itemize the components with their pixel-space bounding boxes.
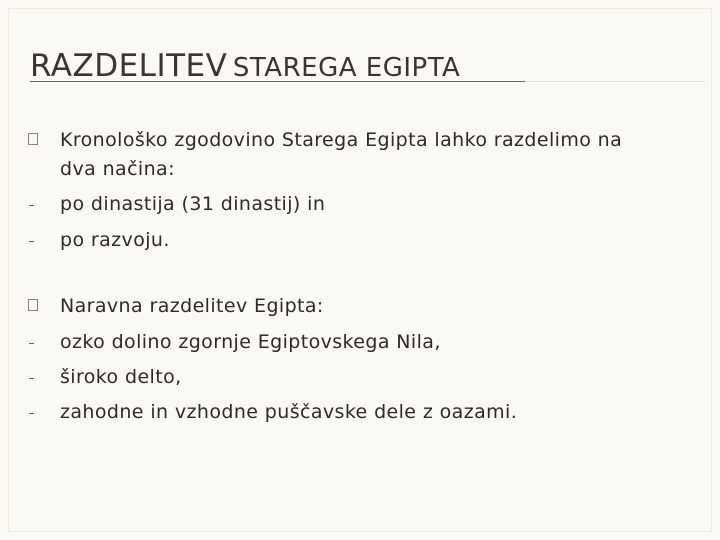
slide-title	[30, 48, 460, 84]
bullet-row	[0, 157, 720, 181]
bullet-text: Naravna razdelitev Egipta:	[60, 295, 324, 317]
dash-bullet-icon	[26, 330, 40, 354]
dash-bullet-icon	[26, 400, 40, 424]
bullet-row	[0, 228, 720, 252]
bullet-text: zahodne in vzhodne puščavske dele z oazami.	[60, 401, 518, 423]
bullet-row	[0, 192, 720, 216]
bullet-text: dva načina:	[60, 158, 175, 180]
slide-title-part2: STAREGA EGIPTA	[232, 53, 461, 83]
title-underline	[30, 81, 525, 82]
bullet-text: po dinastija (31 dinastij) in	[60, 193, 326, 215]
title-underline-fade	[525, 81, 705, 82]
bullet-row	[0, 294, 720, 318]
dash-bullet-icon	[26, 192, 40, 216]
dash-bullet-icon	[26, 365, 40, 389]
bullet-row	[0, 365, 720, 389]
slide-border	[8, 8, 712, 532]
bullet-row	[0, 128, 720, 152]
dash-bullet-icon	[26, 228, 40, 252]
box-bullet-icon	[26, 294, 40, 318]
bullet-text: Kronološko zgodovino Starega Egipta lahko razdelimo na	[60, 129, 623, 151]
bullet-row	[0, 400, 720, 424]
bullet-text: ozko dolino zgornje Egiptovskega Nila,	[60, 331, 441, 353]
slide-title-part1: RAZDELITEV	[30, 48, 228, 84]
bullet-text: široko delto,	[60, 366, 182, 388]
box-bullet-icon	[26, 128, 40, 152]
bullet-text: po razvoju.	[60, 229, 170, 251]
bullet-row	[0, 330, 720, 354]
